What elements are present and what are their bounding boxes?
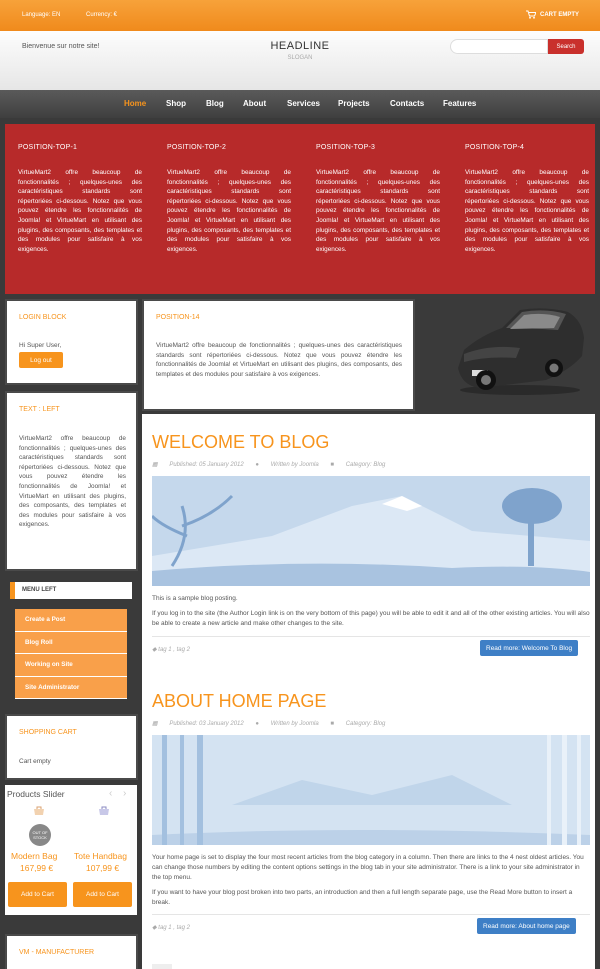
nav-item-about[interactable]: About	[243, 99, 267, 108]
nav-item-blog[interactable]: Blog	[206, 99, 224, 108]
top-bar	[0, 0, 600, 31]
position-title: POSITION-TOP-1	[18, 144, 78, 151]
position-top-4	[465, 144, 589, 254]
post-tags	[152, 646, 190, 653]
post-paragraph: If you want to have your blog post broken into two parts, an introduction and then a full length separate page, use the Read More button to insert a break.	[152, 889, 573, 906]
shopping-cart-title: SHOPPING CART	[19, 729, 77, 736]
menu-item-site-administrator[interactable]: Site Administrator	[15, 677, 127, 700]
next-post-stub	[152, 964, 172, 969]
post-tags-text[interactable]: tag 1 , tag 2	[158, 925, 190, 931]
product-name[interactable]: Tote Handbag	[74, 851, 127, 861]
calendar-icon: ▦	[152, 721, 160, 727]
currency-selector[interactable]: Currency: €	[86, 12, 118, 18]
bag-icon	[33, 805, 45, 815]
post-paragraph: If you log in to the site (the Author Login link is on the very bottom of this page) you will be able to edit it and all of the other existing articles. You will also be able to create a new article and make other changes to the site.	[152, 610, 590, 627]
menu-item-blog-roll[interactable]: Blog Roll	[15, 632, 127, 655]
tag-icon: ◆	[152, 925, 159, 931]
text-left-title: TEXT : LEFT	[19, 406, 60, 413]
add-to-cart-button[interactable]: Add to Cart	[73, 882, 132, 907]
post-author: Written by Joomla	[270, 721, 319, 727]
post-published: Published: 05 January 2012	[169, 462, 244, 468]
post-image	[152, 476, 590, 586]
post-paragraph: Your home page is set to display the four most recent articles from the blog category in a column. Then there are links to the 4 nest oldest articles. You can change those numbers by editing the content options settings in the blog tab in your site administrator. There is a link to your site administrator in the top menu.	[152, 854, 584, 881]
position-title: POSITION-TOP-4	[465, 144, 525, 151]
position-text: VirtueMart2 offre beaucoup de fonctionnalités ; quelques-unes des caractéristiques standards sont répertoriées ci-dessous. Notez que vous pouvez étendre les fonctionnalités de Joomla! et VirtueMart en utilisant des plugins, des composants, des templates et des modules pour satisfaire à vos exigences.	[167, 169, 291, 253]
product-price: 107,99 €	[86, 863, 120, 873]
menu-left-title: MENU LEFT	[10, 582, 132, 599]
products-slider	[5, 785, 137, 915]
position-text: VirtueMart2 offre beaucoup de fonctionnalités ; quelques-unes des caractéristiques standards sont répertoriées ci-dessous. Notez que vous pouvez étendre les fonctionnalités de Joomla! et VirtueMart en utilisant des plugins, des composants, des templates et des modules pour satisfaire à vos exigences.	[465, 169, 589, 253]
position-top-2	[167, 144, 291, 254]
position-top-3	[316, 144, 440, 254]
divider	[152, 914, 590, 915]
nav-item-services[interactable]: Services	[287, 99, 320, 108]
cart-empty-text: Cart empty	[19, 758, 51, 765]
blog-area	[142, 414, 595, 969]
divider	[152, 636, 590, 637]
shopping-cart-block	[5, 714, 138, 780]
nav-item-home[interactable]: Home	[124, 99, 147, 108]
position-14	[142, 299, 415, 411]
post-paragraph: This is a sample blog posting.	[152, 595, 238, 602]
cart-icon	[526, 10, 536, 19]
language-selector[interactable]: Language: EN	[22, 12, 61, 18]
add-to-cart-button[interactable]: Add to Cart	[8, 882, 67, 907]
position-14-text: VirtueMart2 offre beaucoup de fonctionnalités ; quelques-unes des caractéristiques standards sont répertoriées ci-dessous. Notez que vous pouvez étendre les fonctionnalités de Joomla! et VirtueMart en utilisant des plugins, des composants, des templates et des modules pour satisfaire à vos exigences.	[156, 342, 402, 378]
post-category: Category: Blog	[345, 721, 386, 727]
calendar-icon: ▦	[152, 462, 160, 468]
product-name[interactable]: Modern Bag	[11, 851, 58, 861]
menu-item-create-post[interactable]: Create a Post	[15, 609, 127, 632]
post-image	[152, 735, 590, 845]
search-input[interactable]	[450, 39, 548, 54]
chevron-right-icon[interactable]: ›	[123, 788, 127, 799]
position-title: POSITION-TOP-3	[316, 144, 376, 151]
text-left-text: VirtueMart2 offre beaucoup de fonctionnalités ; quelques-unes des caractéristiques standards sont répertoriées ci-dessous. Notez que vous pouvez étendre les fonctionnalités de Joomla! et VirtueMart en utilisant des plugins, des composants, des templates et des modules pour satisfaire à vos exigences.	[19, 435, 126, 529]
menu-item-working-on-site[interactable]: Working on Site	[15, 654, 127, 677]
site-headline: HEADLINE	[270, 40, 330, 52]
car-image	[450, 298, 590, 398]
bag-icon	[98, 805, 110, 815]
user-icon: ●	[255, 721, 261, 727]
manufacturer-title: VM - MANUFACTURER	[19, 949, 95, 956]
manufacturer-block	[5, 934, 138, 969]
menu-left	[15, 609, 127, 699]
position-14-title: POSITION-14	[156, 314, 200, 321]
product-price: 167,99 €	[20, 863, 54, 873]
position-text: VirtueMart2 offre beaucoup de fonctionnalités ; quelques-unes des caractéristiques standards sont répertoriées ci-dessous. Notez que vous pouvez étendre les fonctionnalités de Joomla! et VirtueMart en utilisant des plugins, des composants, des templates et des modules pour satisfaire à vos exigences.	[316, 169, 440, 253]
text-left-block	[5, 391, 138, 571]
login-block	[5, 299, 138, 385]
nav-item-projects[interactable]: Projects	[338, 99, 370, 108]
post-title[interactable]: WELCOME TO BLOG	[152, 432, 330, 452]
site-header	[0, 31, 600, 90]
out-of-stock-badge: OUT OF STOCK	[29, 824, 51, 846]
post-author: Written by Joomla	[270, 462, 319, 468]
position-title: POSITION-TOP-2	[167, 144, 227, 151]
post-meta	[152, 720, 395, 727]
nav-item-features[interactable]: Features	[443, 99, 477, 108]
post-published: Published: 03 January 2012	[169, 721, 244, 727]
folder-icon: ■	[330, 721, 336, 727]
welcome-text: Bienvenue sur notre site!	[22, 43, 100, 50]
main-nav	[0, 90, 600, 118]
site-slogan: SLOGAN	[287, 55, 313, 61]
post-title[interactable]: ABOUT HOME PAGE	[152, 691, 327, 711]
post-tags	[152, 924, 190, 931]
read-more-button[interactable]: Read more: About home page	[477, 918, 576, 934]
logout-button[interactable]: Log out	[19, 352, 63, 368]
post-tags-text[interactable]: tag 1 , tag 2	[158, 647, 190, 653]
products-slider-title: Products Slider	[7, 789, 65, 799]
folder-icon: ■	[330, 462, 336, 468]
login-title: LOGIN BLOCK	[19, 314, 67, 321]
position-top-1	[18, 144, 142, 254]
cart-status: CART EMPTY	[540, 11, 579, 18]
post-category: Category: Blog	[345, 462, 386, 468]
nav-item-contacts[interactable]: Contacts	[390, 99, 425, 108]
user-icon: ●	[255, 462, 261, 468]
tag-icon: ◆	[152, 647, 159, 653]
position-text: VirtueMart2 offre beaucoup de fonctionnalités ; quelques-unes des caractéristiques standards sont répertoriées ci-dessous. Notez que vous pouvez étendre les fonctionnalités de Joomla! et VirtueMart en utilisant des plugins, des composants, des templates et des modules pour satisfaire à vos exigences.	[18, 169, 142, 253]
post-meta	[152, 461, 395, 468]
search-button[interactable]: Search	[548, 39, 584, 54]
cart-link[interactable]	[526, 10, 579, 19]
chevron-left-icon[interactable]: ‹	[109, 788, 113, 799]
nav-item-shop[interactable]: Shop	[166, 99, 186, 108]
login-greeting: Hi Super User,	[19, 342, 62, 349]
read-more-button[interactable]: Read more: Welcome To Blog	[480, 640, 578, 656]
top-positions-band	[5, 124, 595, 294]
